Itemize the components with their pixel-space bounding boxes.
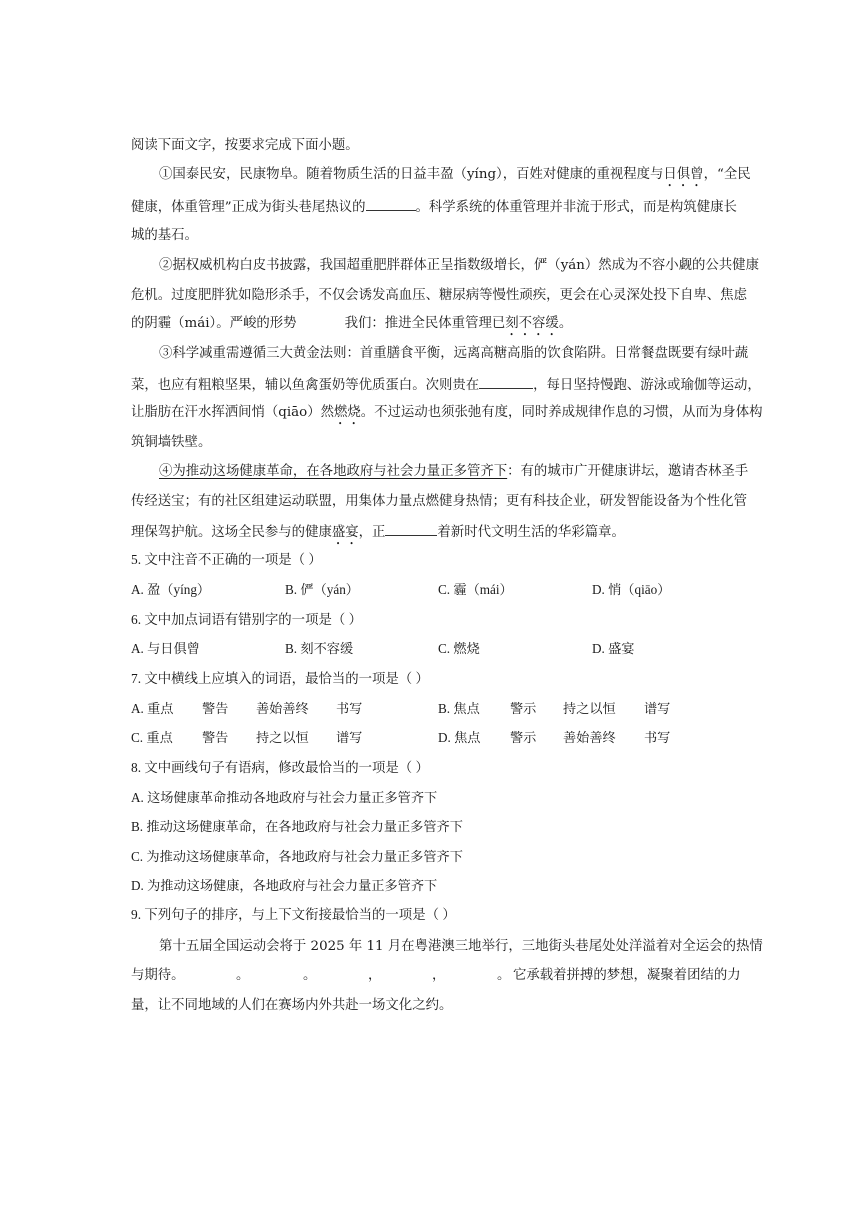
p4-text-b: ：有的城市广开健康讲坛，邀请杏林圣手 xyxy=(507,464,749,479)
q6-option-d[interactable]: D. 盛宴 xyxy=(592,641,635,656)
question-9-stem: 9. 下列句子的排序，与上下文衔接最恰当的一项是（ ） xyxy=(131,907,456,922)
p2-text-d: 。 xyxy=(558,316,573,331)
q8-option-c[interactable]: C. 为推动这场健康革命，各地政府与社会力量正多管齐下 xyxy=(131,849,463,864)
q7-c-word-4: 谱写 xyxy=(336,730,363,745)
paragraph-3-line-2 xyxy=(131,374,761,396)
p2-text-a: 的阴霾（mái）。严峻的形势 xyxy=(131,316,297,331)
q9-passage-line-1: 第十五届全国运动会将于 2025 年 11 月在粤港澳三地举行，三地街头巷尾处处洋溢着对全运会的热情 xyxy=(159,939,763,954)
q5-option-c[interactable]: C. 霾（mái） xyxy=(438,582,513,597)
blank-3 xyxy=(479,374,533,389)
q9-text-b: 它承载着拼搏的梦想，凝聚着团结的力 xyxy=(513,968,741,983)
paragraph-1-line-3: 城的基石。 xyxy=(131,228,198,243)
p2-text-b: 我们：推进全民体重管理已 xyxy=(344,316,506,331)
question-7-stem: 7. 文中横线上应填入的词语，最恰当的一项是（ ） xyxy=(131,671,429,686)
paragraph-3-line-4: 筑铜墙铁壁。 xyxy=(131,435,212,450)
q7-c-word-1: C. 重点 xyxy=(131,730,173,745)
paragraph-4-line-2: 传经送宝；有的社区组建运动联盟，用集体力量点燃健身热情；更有科技企业，研发智能设备为个性化管 xyxy=(131,494,747,509)
p1-text-e: 。科学系统的体重管理并非流于形式，而是构筑健康长 xyxy=(415,200,737,215)
paragraph-2-line-1: ②据权威机构白皮书披露，我国超重肥胖群体正呈指数级增长，俨（yán）然成为不容小觑的公共健康 xyxy=(159,258,759,273)
p2-dotted-word: 刻不容缓 xyxy=(505,316,559,331)
q7-d-word-3: 善始善终 xyxy=(563,730,616,745)
q5-option-d[interactable]: D. 悄（qiāo） xyxy=(592,582,671,597)
q6-option-c[interactable]: C. 燃烧 xyxy=(438,641,480,656)
q7-d-word-4: 书写 xyxy=(644,730,671,745)
q9-punct-2: 。 xyxy=(303,968,317,983)
blank-4 xyxy=(385,521,437,536)
paragraph-4-line-3 xyxy=(131,521,625,548)
p4-text-c: 理保驾护航。这场全民参与的健康 xyxy=(131,525,332,540)
p4-text-d: ，正 xyxy=(358,525,386,540)
underlined-sentence: ④为推动这场健康革命，在各地政府与社会力量正多管齐下 xyxy=(159,464,508,479)
q8-option-d[interactable]: D. 为推动这场健康，各地政府与社会力量正多管齐下 xyxy=(131,878,438,893)
p4-text-e: 着新时代文明生活的华彩篇章。 xyxy=(437,525,625,540)
p3-text-a: 菜，也应有粗粮坚果，辅以鱼禽蛋奶等优质蛋白。次则贵在 xyxy=(131,378,480,393)
q7-b-word-4: 谱写 xyxy=(644,701,671,716)
blank-2 xyxy=(297,313,345,327)
p3-text-c: 让脂肪在汗水挥洒间悄（qiāo）然 xyxy=(131,405,334,420)
q9-punct-4: ， xyxy=(432,968,446,983)
q8-option-a[interactable]: A. 这场健康革命推动各地政府与社会力量正多管齐下 xyxy=(131,790,438,805)
paragraph-1-line-1 xyxy=(159,165,751,190)
q7-a-word-4: 书写 xyxy=(336,701,363,716)
q5-option-a[interactable]: A. 盈（yíng） xyxy=(131,582,211,597)
q7-b-word-1: B. 焦点 xyxy=(438,701,480,716)
q9-text-a: 与期待。 xyxy=(131,968,185,983)
q5-option-b[interactable]: B. 俨（yán） xyxy=(285,582,359,597)
q7-a-word-2: 警告 xyxy=(202,701,229,716)
q7-c-word-3: 持之以恒 xyxy=(256,730,309,745)
blank-1 xyxy=(366,196,416,211)
intro-instruction: 阅读下面文字，按要求完成下面小题。 xyxy=(131,138,359,153)
paragraph-4-line-1 xyxy=(159,462,748,482)
p1-dotted-word: 日俱曾 xyxy=(663,167,704,182)
question-5-stem: 5. 文中注音不正确的一项是（ ） xyxy=(131,552,322,567)
p3-dotted-word: 燃烧 xyxy=(333,405,361,420)
q9-passage-line-3: 量，让不同地域的人们在赛场内外共赴一场文化之约。 xyxy=(131,998,453,1013)
q7-c-word-2: 警告 xyxy=(202,730,229,745)
p1-text-d: 健康，体重管理”正成为街头巷尾热议的 xyxy=(131,200,366,215)
question-6-stem: 6. 文中加点词语有错别字的一项是（ ） xyxy=(131,612,362,627)
p4-dotted-word: 盛宴 xyxy=(331,525,359,540)
paragraph-2-line-3 xyxy=(131,313,572,339)
p3-text-b: ，每日坚持慢跑、游泳或瑜伽等运动， xyxy=(533,378,761,393)
paragraph-3-line-3 xyxy=(131,403,762,428)
q6-option-a[interactable]: A. 与日俱曾 xyxy=(131,641,200,656)
q7-d-word-2: 警示 xyxy=(510,730,537,745)
paragraph-3-line-1: ③科学减重需遵循三大黄金法则：首重膳食平衡，远离高糖高脂的饮食陷阱。日常餐盘既要有绿叶蔬 xyxy=(159,346,749,361)
p3-text-d: 。不过运动也须张弛有度，同时养成规律作息的习惯，从而为身体构 xyxy=(360,405,763,420)
q6-option-b[interactable]: B. 刻不容缓 xyxy=(285,641,354,656)
q9-punct-3: ， xyxy=(368,968,382,983)
paragraph-1-line-2 xyxy=(131,196,737,218)
q7-b-word-2: 警示 xyxy=(510,701,537,716)
q9-punct-5: 。 xyxy=(497,968,511,983)
p1-text-a: ①国泰民安，民康物阜。随着物质生活的日益丰盈（yíng），百姓对健康的重视程度与 xyxy=(159,167,664,182)
q9-passage-line-2 xyxy=(131,966,185,986)
q7-a-word-3: 善始善终 xyxy=(256,701,309,716)
q7-a-word-1: A. 重点 xyxy=(131,701,174,716)
question-8-stem: 8. 文中画线句子有语病，修改最恰当的一项是（ ） xyxy=(131,760,429,775)
paragraph-2-line-2: 危机。过度肥胖犹如隐形杀手，不仅会诱发高血压、糖尿病等慢性顽疾，更会在心灵深处投下自卑、焦虑 xyxy=(131,288,747,303)
q9-punct-1: 。 xyxy=(236,968,250,983)
q8-option-b[interactable]: B. 推动这场健康革命，在各地政府与社会力量正多管齐下 xyxy=(131,819,463,834)
q7-d-word-1: D. 焦点 xyxy=(438,730,481,745)
q7-b-word-3: 持之以恒 xyxy=(563,701,616,716)
p1-text-c: ，“全民 xyxy=(703,167,751,182)
